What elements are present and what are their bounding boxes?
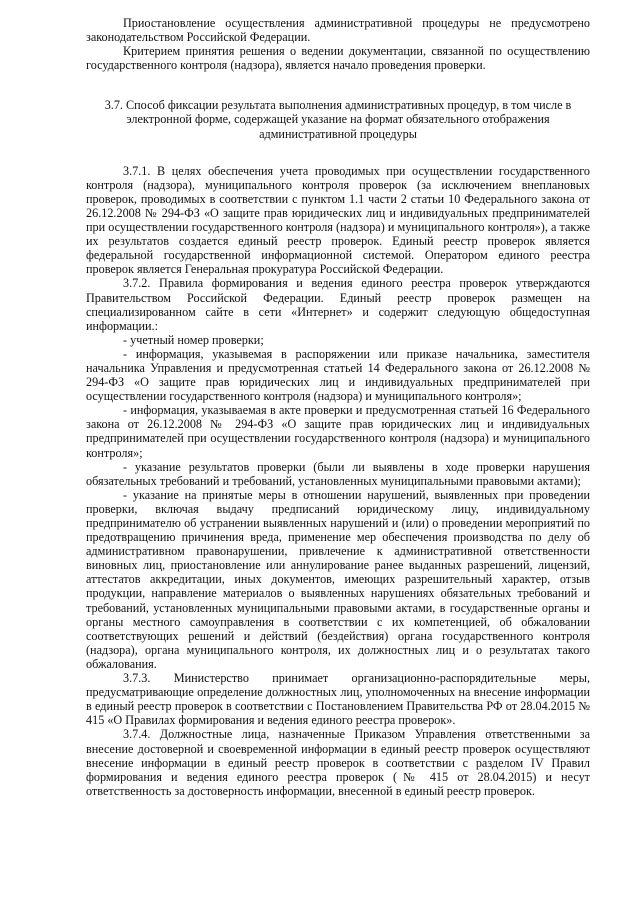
- intro-paragraph-1: Приостановление осуществления административной процедуры не предусмотрено законодательством Российской Федерации.: [86, 16, 590, 45]
- list-item-registration-number: - учетный номер проверки;: [123, 332, 264, 347]
- section-heading: 3.7. Способ фиксации результата выполнения административных процедур, в том числе в электронной форме, содержащей указание на формат обязательного отображения административной процедуры: [104, 98, 572, 141]
- list-item-order-info: - информация, указывемая в распоряжении или приказе начальника, заместителя начальника Управления и предусмотренная статьей 14 Федерального закона от 26.12.2008 № 294-ФЗ «О защите прав юридических лиц и индивидуальных предпринимателей при осуществлении государственного контроля (надзора) и муниципального контроля»;: [86, 346, 590, 404]
- paragraph-3-7-4: 3.7.4. Должностные лица, назначенные Приказом Управления ответственными за внесение достоверной и своевременной информации в единый реестр проверок осуществляют внесение информации в единый реестр проверок в соответствии с разделом IV Правил формирования и ведения единого реестра проверок (№ 415 от 28.04.2015) и несут ответственность за достоверность информации, внесенной в единый реестр проверок.: [86, 727, 590, 798]
- list-item-inspection-results: - указание результатов проверки (были ли выявлены в ходе проверки нарушения обязательных требований и требований, установленных муниципальными правовыми актами);: [86, 459, 590, 488]
- paragraph-3-7-3: 3.7.3. Министерство принимает организационно-распорядительные меры, предусматривающие определение должностных лиц, уполномоченных на внесение информации в единый реестр проверок в соответствии с Постановлением Правительства РФ от 28.04.2015 № 415 «О Правилах формирования и ведения единого реестра проверок».: [86, 671, 590, 728]
- paragraph-3-7-1: 3.7.1. В целях обеспечения учета проводимых при осуществлении государственного контроля (надзора), муниципального контроля проверок (за исключением внеплановых проверок, проводимых в соответствии с пунктом 1.1 части 2 статьи 10 Федерального закона от 26.12.2008 № 294-ФЗ «О защите прав юридических лиц и индивидуальных предпринимателей при осуществлении государственного контроля (надзора) и муниципального контроля»), а также их результатов создается единый реестр проверок. Единый реестр проверок является федеральной государственной информационной системой. Оператором единого реестра проверок является Генеральная прокуратура Российской Федерации.: [86, 163, 590, 277]
- list-item-measures-taken: - указание на принятые меры в отношении нарушений, выявленных при проведении проверки, включая выдачу предписаний юридическому лицу, индивидуальному предпринимателю об устранении выявленных нарушений и (или) о проведении мероприятий по предотвращению причинения вреда, применение мер обеспечения производства по делу об административном правонарушении, привлечение к административной ответственности виновных лиц, приостановление или аннулирование ранее выданных разрешений, лицензий, аттестатов аккредитации, иных документов, имеющих разрешительный характер, отзыв продукции, направление материалов о выявленных нарушениях обязательных требований и требований, установленных муниципальными правовыми актами, в государственные органы и органы местного самоуправления в соответствии с их компетенцией, об обжаловании соответствующих решений и действий (бездействия) органа государственного контроля (надзора), органа муниципального контроля, их должностных лиц и о результатах такого обжалования.: [86, 487, 590, 671]
- list-item-act-info: - информация, указываемая в акте проверки и предусмотренная статьей 16 Федерального закона от 26.12.2008 № 294-ФЗ «О защите прав юридических лиц и индивидуальных предпринимателей при осуществлении государственного контроля (надзора) и муниципального контроля»;: [86, 403, 590, 460]
- paragraph-3-7-2: 3.7.2. Правила формирования и ведения единого реестра проверок утверждаются Правительством Российской Федерации. Единый реестр проверок размещен на специализированном сайте в сети «Интернет» и содержит следующую общедоступная информации.:: [86, 276, 590, 333]
- intro-paragraph-2: Критерием принятия решения о ведении документации, связанной по осуществлению государственного контроля (надзора), является начало проведения проверки.: [86, 44, 590, 73]
